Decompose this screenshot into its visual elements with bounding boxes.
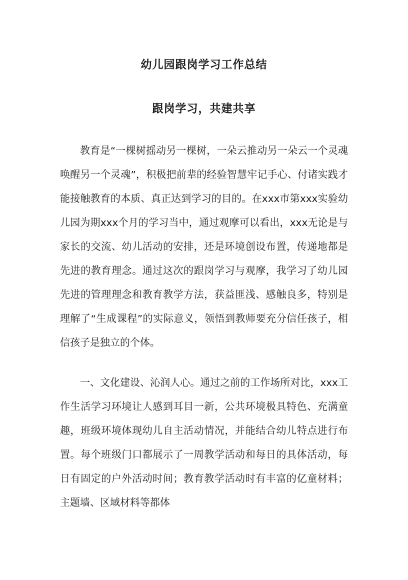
- body-paragraph: 教育是“一棵树摇动另一棵树，一朵云推动另一朵云一个灵魂唤醒另一个灵魂”，积极把前辈的经验智慧牢记手心、付诸实践才能接触教育的本质、真正达到学习的目的。在xxx市第xxx实验幼儿园为期xxx个月的学习当中，通过观摩可以看出，xxx无论是与家长的交流、幼儿活动的安排，还是环境创设布置，传递地都是先进的教育理念。通过这次的跟岗学习与观摩，我学习了幼儿园先进的管理理念和教育教学方法，获益匪浅、感触良多，特别是理解了“生成课程”的实际意义，领悟到教师要充分信任孩子，相信孩子是独立的个体。: [60, 146, 348, 349]
- body-paragraph: 一、文化建设、沁润人心。通过之前的工作场所对比，xxx工作生活学习环境让人感到耳目一新，公共环境极具特色、充满童趣，班级环境体现幼儿自主活动情况，并能结合幼儿特点进行布置。每个班级门口都展示了一周教学活动和每日的具体活动，每日有固定的户外活动时间；教育教学活动时有丰富的亿童材料；主题墙、区域材料等都体: [60, 378, 348, 509]
- document-title: 幼儿园跟岗学习工作总结: [140, 58, 268, 71]
- document-subtitle: 跟岗学习，共建共享: [152, 102, 256, 115]
